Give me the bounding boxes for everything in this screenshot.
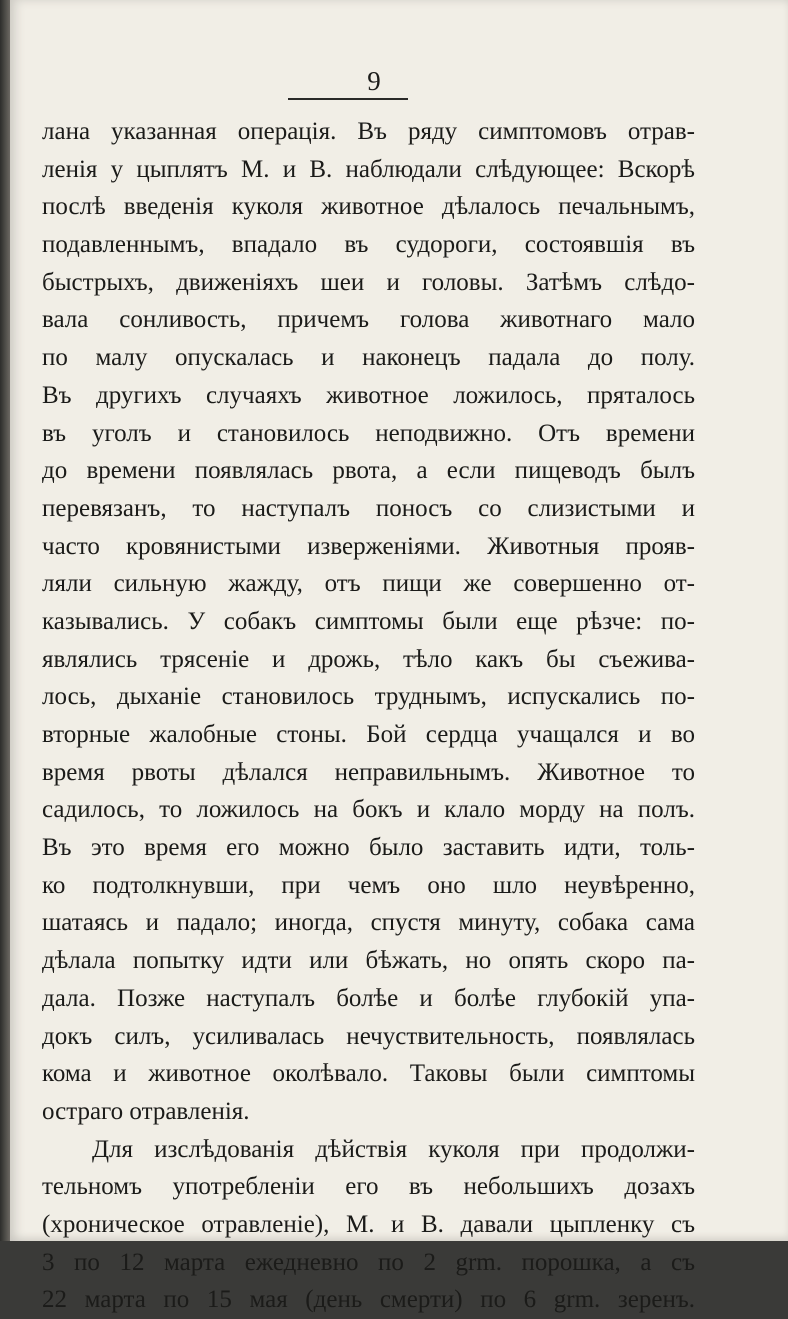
text-line: дала. Позже наступалъ болѣе и болѣе глубокій упа- (42, 984, 695, 1012)
text-line: перевязанъ, то наступалъ поносъ со слизистыми и (42, 494, 695, 522)
text-line: садилось, то ложилось на бокъ и клало морду на полъ. (42, 796, 695, 824)
text-line: въ уголъ и становилось неподвижно. Отъ времени (42, 419, 695, 447)
text-line: ко подтолкнувши, при чемъ оно шло неувѣренно, (42, 871, 695, 899)
text-line: вторные жалобные стоны. Бой сердца учащался и во (42, 721, 695, 748)
book-spine-edge (0, 0, 10, 1241)
text-line: ляли сильную жажду, отъ пищи же совершенно от- (42, 570, 695, 598)
body-text (42, 113, 695, 1319)
text-line: казывались. У собакъ симптомы были еще рѣзче: по- (42, 607, 695, 635)
text-line: шатаясь и падало; иногда, спустя минуту, собака сама (42, 909, 695, 937)
paragraph-start-line: Для изслѣдованія дѣйствія куколя при продолжи- (92, 1135, 695, 1163)
text-line: подавленнымъ, впадало въ судороги, состоявшія въ (42, 231, 695, 259)
text-line: дѣлала попытку идти или бѣжать, но опять скоро па- (42, 947, 695, 975)
text-line: по малу опускалась и наконецъ падала до полу. (42, 344, 695, 372)
text-line: послѣ введенія куколя животное дѣлалось печальнымъ, (42, 193, 695, 221)
text-line: тельномъ употребленіи его въ небольшихъ дозахъ (42, 1173, 695, 1201)
text-line: являлись трясеніе и дрожь, тѣло какъ бы съежива- (42, 645, 695, 673)
paragraph-end-line: остраго отравленія. (42, 1097, 250, 1125)
text-line: (хроническое отравленіе), М. и В. давали цыпленку съ (42, 1210, 695, 1238)
text-line: быстрыхъ, движеніяхъ шеи и головы. Затѣмъ слѣдо- (42, 268, 695, 296)
text-line: 22 марта по 15 мая (день смерти) по 6 grm. зеренъ. (42, 1286, 695, 1314)
page-number-rule (288, 98, 408, 100)
text-line: до времени появлялась рвота, а если пищеводъ былъ (42, 457, 695, 485)
text-line: ленія у цыплятъ М. и В. наблюдали слѣдующее: Вскорѣ (42, 155, 695, 183)
text-line: Въ это время его можно было заставить идти, толь- (42, 834, 695, 862)
text-line: Въ другихъ случаяхъ животное ложилось, пряталось (42, 381, 695, 409)
text-line: кома и животное околѣвало. Таковы были симптомы (42, 1060, 695, 1088)
text-line: время рвоты дѣлался неправильнымъ. Животное то (42, 758, 695, 786)
text-line: часто кровянистыми изверженіями. Животныя прояв- (42, 532, 695, 560)
text-line: докъ силъ, усиливалась нечуствительность, появлялась (42, 1022, 695, 1050)
page-number: 9 (367, 66, 381, 96)
text-line: лось, дыханіе становилось труднымъ, испускались по- (42, 683, 695, 711)
text-line: 3 по 12 марта ежедневно по 2 grm. порошка, а съ (42, 1248, 695, 1276)
text-line: вала сонливость, причемъ голова животнаго мало (42, 306, 695, 334)
text-line: лана указанная операція. Въ ряду симптомовъ отрав- (42, 118, 695, 145)
book-page (10, 0, 788, 1314)
